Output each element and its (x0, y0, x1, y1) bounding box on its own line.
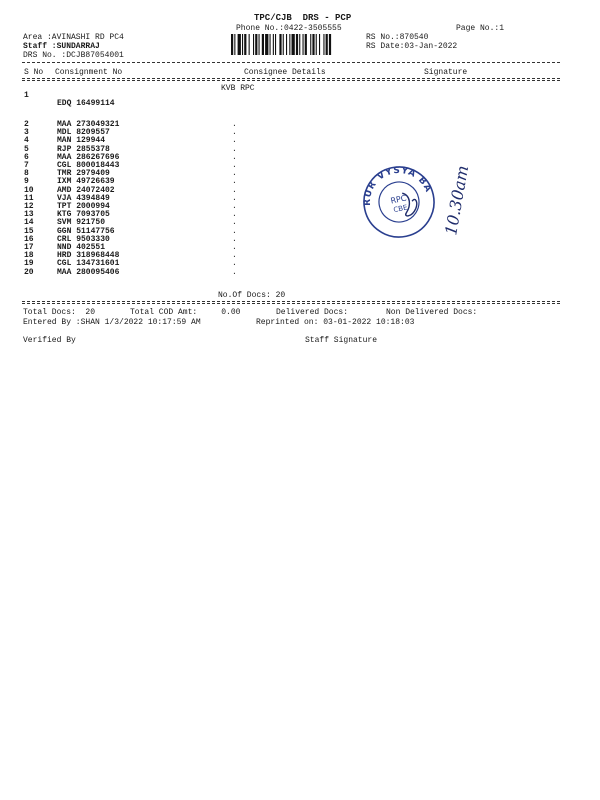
row-sno: 20 (24, 267, 34, 277)
row-sno: 19 (24, 259, 34, 269)
row-sno: 5 (24, 144, 29, 154)
row-sno: 7 (24, 161, 29, 170)
barcode-bar (286, 34, 287, 55)
row-consignment: NND 402551 (57, 243, 106, 252)
verified-by-label: Verified By (23, 336, 76, 345)
barcode-bar (275, 34, 276, 55)
row-consignment: AMD 24072402 (57, 185, 115, 195)
docs-count: No.Of Docs: 20 (218, 291, 286, 300)
row-sno: 18 (24, 251, 34, 261)
barcode-bar (305, 34, 307, 55)
row-consignment: MAA 280095406 (57, 267, 120, 277)
delivered-docs: Delivered Docs: (276, 308, 349, 317)
phone-number: Phone No.:0422-3505555 (236, 24, 342, 33)
barcode-bar (310, 34, 311, 55)
barcode-bar (262, 34, 264, 55)
row-sno: 8 (24, 169, 29, 179)
row-marker: . (232, 169, 237, 179)
barcode-bar (242, 34, 243, 55)
row-marker: . (232, 177, 237, 187)
row-sno: 14 (24, 218, 34, 228)
stamp-bank-name: KARUR VYSYA BANK (362, 165, 434, 206)
row-consignment: TMR 2979409 (57, 169, 110, 179)
row-sno: 4 (24, 136, 29, 146)
row-consignment: CGL 800018443 (57, 161, 120, 170)
barcode-bar (319, 34, 320, 55)
barcode-bar (296, 34, 298, 55)
entered-by: Entered By :SHAN 1/3/2022 10:17:59 AM (23, 318, 201, 327)
row-sno: 10 (24, 185, 34, 195)
non-delivered-docs: Non Delivered Docs: (386, 308, 478, 317)
row-sno: 11 (24, 193, 34, 203)
table-row (22, 269, 322, 277)
row-sno: 17 (24, 243, 34, 252)
barcode-bar (273, 34, 274, 55)
barcode-bar (329, 34, 331, 55)
report-title: TPC/CJB DRS - PCP (254, 13, 352, 23)
row-marker: . (232, 226, 237, 236)
row-consignment: CGL 134731601 (57, 259, 120, 269)
total-docs: Total Docs: 20 (23, 308, 96, 317)
row-marker: . (232, 193, 237, 203)
column-header-sno: S No (24, 68, 44, 77)
row-sno: 12 (24, 202, 34, 211)
barcode-bar (316, 34, 317, 55)
column-header-consignee: Consignee Details (244, 68, 326, 77)
row-consignment: IXM 49726639 (57, 177, 115, 187)
row-consignment: SVM 921750 (57, 218, 106, 228)
row-marker: . (232, 210, 237, 220)
page-number: Page No.:1 (456, 24, 505, 33)
barcode-bar (270, 34, 271, 55)
area-label: Area :AVINASHI RD PC4 (23, 33, 124, 42)
barcode-bar (231, 34, 233, 55)
row-marker: . (232, 202, 237, 211)
row-marker: . (232, 152, 237, 162)
row-sno: 9 (24, 177, 29, 187)
row-consignment: MAN 129944 (57, 136, 106, 146)
barcode-bar (279, 34, 281, 55)
consignee-details: KVB RPC (221, 84, 255, 93)
row-sno: 1 (24, 91, 29, 100)
barcode-bar (292, 34, 295, 55)
barcode-bar (283, 34, 284, 55)
row-consignment: MAA 273049321 (57, 120, 120, 129)
barcode-bar (299, 34, 300, 55)
barcode-bar (234, 34, 235, 55)
divider (22, 301, 560, 302)
row-marker: . (232, 234, 237, 244)
divider (22, 303, 560, 304)
stamp-center-text: RPC (389, 193, 408, 206)
reprinted-on: Reprinted on: 03-01-2022 10:18:03 (256, 318, 415, 327)
row-consignment: EDQ 16499114 (57, 99, 115, 108)
row-marker: . (232, 144, 237, 154)
barcode-bar (249, 34, 250, 55)
barcode-bar (323, 34, 324, 55)
row-marker: . (232, 128, 237, 138)
row-consignment: RJP 2855378 (57, 144, 110, 154)
table-row (22, 84, 322, 108)
row-consignment: HRD 318968448 (57, 251, 120, 261)
barcode-bar (253, 34, 254, 55)
barcode-bar (238, 34, 241, 55)
row-consignment: KTG 7093705 (57, 210, 110, 220)
rs-number: RS No.:870540 (366, 33, 429, 42)
barcode (231, 34, 362, 55)
row-consignment: GGN 51147756 (57, 226, 115, 236)
barcode-bar (312, 34, 314, 55)
drs-number: DRS No. :DCJB87054001 (23, 51, 124, 60)
barcode-bar (289, 34, 290, 55)
row-marker: . (232, 243, 237, 252)
bank-stamp (352, 164, 446, 240)
row-sno: 2 (24, 120, 29, 129)
staff-label: Staff :SUNDARRAJ (23, 42, 100, 51)
row-sno: 15 (24, 226, 34, 236)
row-marker: . (232, 267, 237, 277)
divider (22, 78, 560, 79)
row-marker: . (232, 161, 237, 170)
row-sno: 6 (24, 152, 29, 162)
staff-signature-label: Staff Signature (305, 336, 378, 345)
row-consignment: MAA 286267696 (57, 152, 120, 162)
divider (22, 80, 560, 81)
row-consignment: MDL 8209557 (57, 128, 110, 138)
barcode-bar (255, 34, 257, 55)
handwritten-time (440, 162, 484, 240)
row-consignment: VJA 4394849 (57, 193, 110, 203)
row-marker: . (232, 136, 237, 146)
barcode-bar (265, 34, 268, 55)
total-cod-amount: Total COD Amt: 0.00 (130, 308, 241, 317)
column-header-signature: Signature (424, 68, 468, 77)
row-consignment: CRL 9503330 (57, 234, 110, 244)
rs-date: RS Date:03-Jan-2022 (366, 42, 458, 51)
stamp-sub-text: CBE (392, 203, 409, 215)
row-marker: . (232, 120, 237, 129)
barcode-bar (259, 34, 260, 55)
row-marker: . (232, 259, 237, 269)
barcode-bar (244, 34, 246, 55)
row-marker: . (232, 218, 237, 228)
row-consignment: TPT 2000994 (57, 202, 110, 211)
row-marker: . (232, 185, 237, 195)
row-sno: 16 (24, 234, 34, 244)
barcode-bar (326, 34, 328, 55)
divider (22, 62, 560, 63)
barcode-bar (303, 34, 304, 55)
handwritten-time-text: 10.30am (441, 163, 473, 237)
row-sno: 13 (24, 210, 34, 220)
column-header-consignment: Consignment No (55, 68, 123, 77)
row-sno: 3 (24, 128, 29, 138)
row-marker: . (232, 251, 237, 261)
